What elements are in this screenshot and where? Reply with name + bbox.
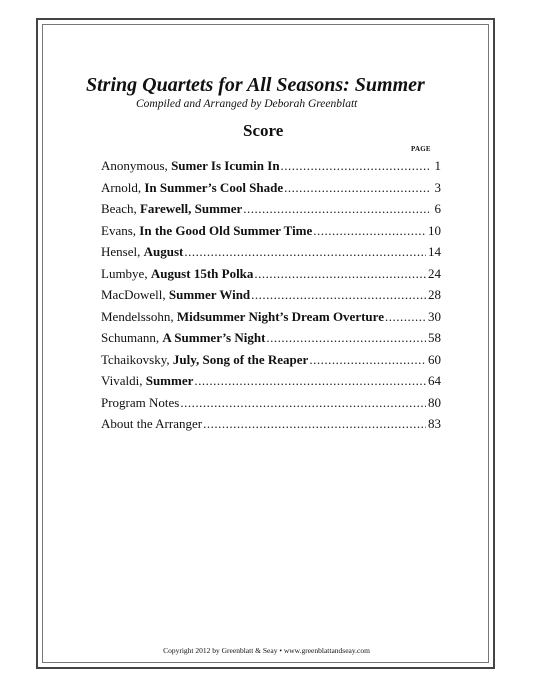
toc-entry xyxy=(101,155,441,177)
toc-work: In the Good Old Summer Time xyxy=(139,222,313,238)
toc-page-number: 80 xyxy=(428,394,441,410)
dot-leader xyxy=(251,284,426,306)
toc-entry xyxy=(101,370,441,392)
toc-composer: Arnold, xyxy=(101,179,145,195)
toc-work: August xyxy=(143,244,184,259)
toc-page-number: 58 xyxy=(428,330,441,345)
toc-entry xyxy=(101,413,441,435)
toc-entry xyxy=(101,392,441,414)
toc-composer: Program Notes xyxy=(101,394,180,410)
toc-entry xyxy=(101,241,441,263)
dot-leader xyxy=(203,413,426,435)
dot-leader xyxy=(284,177,429,199)
toc-work: Midsummer Night’s Dream Overture xyxy=(176,308,384,324)
dot-leader xyxy=(194,370,426,392)
toc-composer: Evans, xyxy=(101,222,140,238)
toc-composer: Anonymous, xyxy=(101,158,172,173)
toc-entry xyxy=(101,263,441,285)
toc-composer: Mendelssohn, xyxy=(101,308,177,324)
toc-composer: Lumbye, xyxy=(101,265,151,281)
toc-work: Summer xyxy=(145,373,194,388)
toc-work: July, Song of the Reaper xyxy=(172,351,309,367)
toc-page-number: 10 xyxy=(428,222,441,238)
dot-leader xyxy=(309,349,426,371)
toc-work: August 15th Polka xyxy=(150,265,254,281)
toc-page-number: 83 xyxy=(428,416,441,431)
toc-page-number: 1 xyxy=(434,158,441,173)
dot-leader xyxy=(266,327,426,349)
dot-leader xyxy=(254,263,426,285)
toc-composer: Tchaikovsky, xyxy=(101,351,173,367)
toc-composer: Beach, xyxy=(101,201,140,216)
toc-entry xyxy=(101,198,441,220)
toc-work: Summer Wind xyxy=(168,287,251,302)
toc-composer: Schumann, xyxy=(101,330,163,345)
toc-entry xyxy=(101,284,441,306)
toc-work: Farewell, Summer xyxy=(139,201,243,216)
toc-page-number: 30 xyxy=(428,308,441,324)
toc-work: Sumer Is Icumin In xyxy=(171,158,280,173)
dot-leader xyxy=(313,220,426,242)
toc-page-number: 14 xyxy=(428,244,441,259)
toc-work: A Summer’s Night xyxy=(162,330,266,345)
book-title: String Quartets for All Seasons: Summer xyxy=(86,74,425,96)
toc-composer: MacDowell, xyxy=(101,287,169,302)
toc-entry xyxy=(101,220,441,242)
toc-work: In Summer’s Cool Shade xyxy=(144,179,284,195)
dot-leader xyxy=(385,306,426,328)
toc-page-number: 28 xyxy=(428,287,441,302)
page-column-label: PAGE xyxy=(411,145,431,153)
toc-composer: About the Arranger xyxy=(101,416,203,431)
toc-page-number: 64 xyxy=(428,373,441,388)
dot-leader xyxy=(243,198,429,220)
dot-leader xyxy=(184,241,426,263)
book-subtitle: Compiled and Arranged by Deborah Greenblatt xyxy=(136,98,358,110)
copyright-footer: Copyright 2012 by Greenblatt & Seay • www.greenblattandseay.com xyxy=(163,646,370,655)
toc-page-number: 3 xyxy=(434,179,441,195)
toc-page-number: 6 xyxy=(434,201,441,216)
toc-entry xyxy=(101,177,441,199)
toc-entry xyxy=(101,349,441,371)
table-of-contents xyxy=(101,155,441,435)
dot-leader xyxy=(281,155,429,177)
toc-composer: Hensel, xyxy=(101,244,144,259)
toc-page-number: 60 xyxy=(428,351,441,367)
toc-composer: Vivaldi, xyxy=(101,373,146,388)
toc-entry xyxy=(101,306,441,328)
toc-page-number: 24 xyxy=(428,265,441,281)
dot-leader xyxy=(180,392,426,414)
toc-entry xyxy=(101,327,441,349)
score-heading: Score xyxy=(243,121,284,140)
